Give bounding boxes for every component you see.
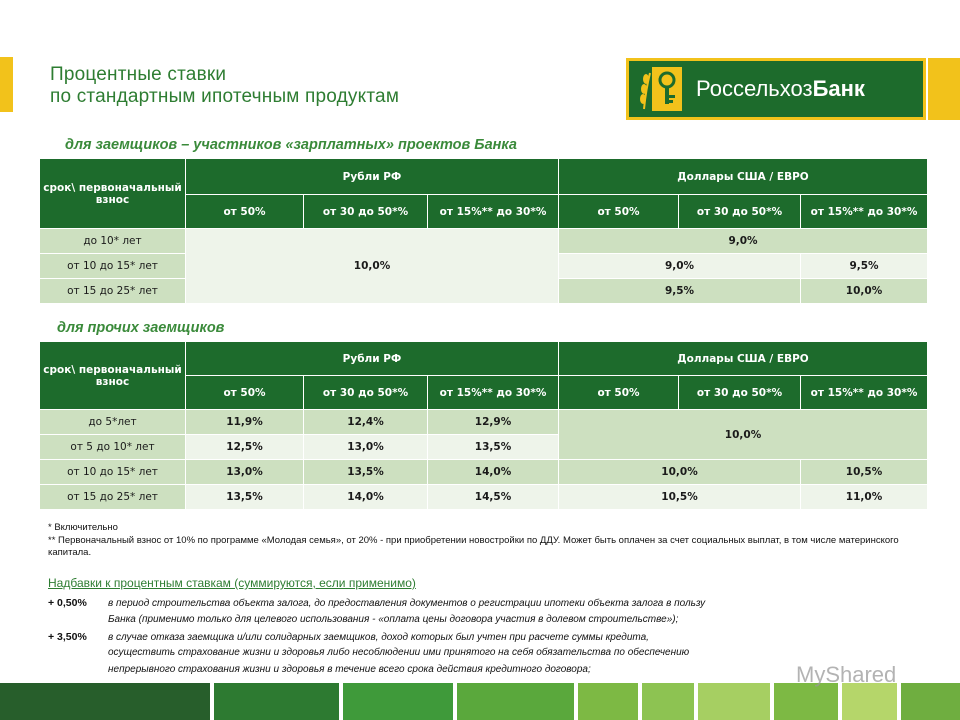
logo-text-bold: Банк (812, 76, 865, 101)
watermark: MyShared (796, 662, 897, 687)
title-line-2: по стандартным ипотечным продуктам (50, 86, 400, 107)
logo-yellow-strip (928, 58, 960, 120)
rub-rate: 13,5% (186, 485, 304, 510)
subheader: от 30 до 50*% (679, 195, 801, 229)
logo-text-regular: Россельхоз (696, 76, 813, 101)
rub-rate: 13,5% (304, 460, 428, 485)
rub-rate: 14,0% (428, 460, 559, 485)
usd-rate: 11,0% (801, 485, 928, 510)
rub-rate: 12,5% (186, 435, 304, 460)
header-usd: Доллары США / ЕВРО (559, 159, 928, 195)
header-usd: Доллары США / ЕВРО (559, 342, 928, 376)
row-label: до 5*лет (40, 410, 186, 435)
page-title (50, 64, 399, 108)
header-term: срок\ первоначальный взнос (40, 159, 186, 229)
row-label: от 15 до 25* лет (40, 279, 186, 304)
subheader: от 30 до 50*% (304, 376, 428, 410)
wheat-key-icon (634, 63, 686, 115)
header-rub: Рубли РФ (186, 159, 559, 195)
rub-rate: 14,5% (428, 485, 559, 510)
rub-rate: 11,9% (186, 410, 304, 435)
usd-rate: 9,0% (559, 254, 801, 279)
subheader: от 15%** до 30*% (801, 376, 928, 410)
subheader: от 30 до 50*% (304, 195, 428, 229)
rub-rate: 13,0% (186, 460, 304, 485)
usd-rate: 10,0% (801, 279, 928, 304)
surcharge-item-2 (48, 631, 649, 643)
footer-stripe (0, 683, 960, 720)
usd-rate: 10,0% (559, 460, 801, 485)
surcharge-item-1 (48, 597, 705, 609)
rub-rate: 13,5% (428, 435, 559, 460)
usd-rate: 10,5% (801, 460, 928, 485)
title-line-1: Процентные ставки (50, 64, 227, 85)
surcharge-desc: в случае отказа заемщика и/или солидарных заемщиков, доход которых был учтен при расчете суммы кредита, (108, 632, 649, 643)
footnote-2: ** Первоначальный взнос от 10% по программе «Молодая семья», от 20% - при приобретении новостройки по ДДУ. Может быть оплачен за счет социальных выплат, в том числе материнского капитала. (48, 534, 899, 558)
subheader: от 30 до 50*% (679, 376, 801, 410)
usd-rate: 9,5% (801, 254, 928, 279)
footnotes (48, 522, 928, 560)
surcharge-desc-cont: Банка (применимо только для целевого использования - «оплата цены договора участия в долевом строительстве»); (108, 614, 679, 625)
subheader: от 15%** до 30*% (428, 195, 559, 229)
bank-logo (626, 58, 926, 120)
subheader: от 50% (186, 195, 304, 229)
surcharges-title: Надбавки к процентным ставкам (суммируются, если применимо) (48, 576, 416, 590)
logo-wordmark (696, 76, 865, 102)
surcharge-amount: + 3,50% (48, 631, 87, 643)
header-rub: Рубли РФ (186, 342, 559, 376)
rub-rate: 13,0% (304, 435, 428, 460)
subheader: от 15%** до 30*% (801, 195, 928, 229)
section2-heading: для прочих заемщиков (57, 320, 225, 336)
subheader: от 50% (186, 376, 304, 410)
salary-project-rates-table (39, 158, 928, 304)
usd-rate-merged: 9,0% (559, 229, 928, 254)
footnote-1: * Включительно (48, 522, 118, 533)
row-label: от 10 до 15* лет (40, 460, 186, 485)
row-label: от 15 до 25* лет (40, 485, 186, 510)
surcharge-desc-cont: осуществить страхование жизни и здоровья либо несоблюдении ими принятого на себя обязательства по обеспечению (108, 647, 690, 658)
accent-bar (0, 57, 13, 112)
row-label: до 10* лет (40, 229, 186, 254)
header-term: срок\ первоначальный взнос (40, 342, 186, 410)
row-label: от 5 до 10* лет (40, 435, 186, 460)
section1-heading: для заемщиков – участников «зарплатных» проектов Банка (65, 137, 517, 153)
other-borrowers-rates-table (39, 341, 928, 510)
subheader: от 50% (559, 195, 679, 229)
rub-rate: 12,9% (428, 410, 559, 435)
usd-rate: 10,5% (559, 485, 801, 510)
surcharge-amount: + 0,50% (48, 597, 87, 609)
subheader: от 50% (559, 376, 679, 410)
usd-rate-merged: 10,0% (559, 410, 928, 460)
rub-rate: 12,4% (304, 410, 428, 435)
rub-rate-merged: 10,0% (186, 229, 559, 304)
usd-rate: 9,5% (559, 279, 801, 304)
subheader: от 15%** до 30*% (428, 376, 559, 410)
row-label: от 10 до 15* лет (40, 254, 186, 279)
rub-rate: 14,0% (304, 485, 428, 510)
surcharge-desc: в период строительства объекта залога, до предоставления документов о регистрации ипотеки объекта залога в пользу (108, 598, 706, 609)
surcharge-desc-cont: непрерывного страхования жизни и здоровья в течение всего срока действия кредитного договора; (108, 664, 591, 675)
